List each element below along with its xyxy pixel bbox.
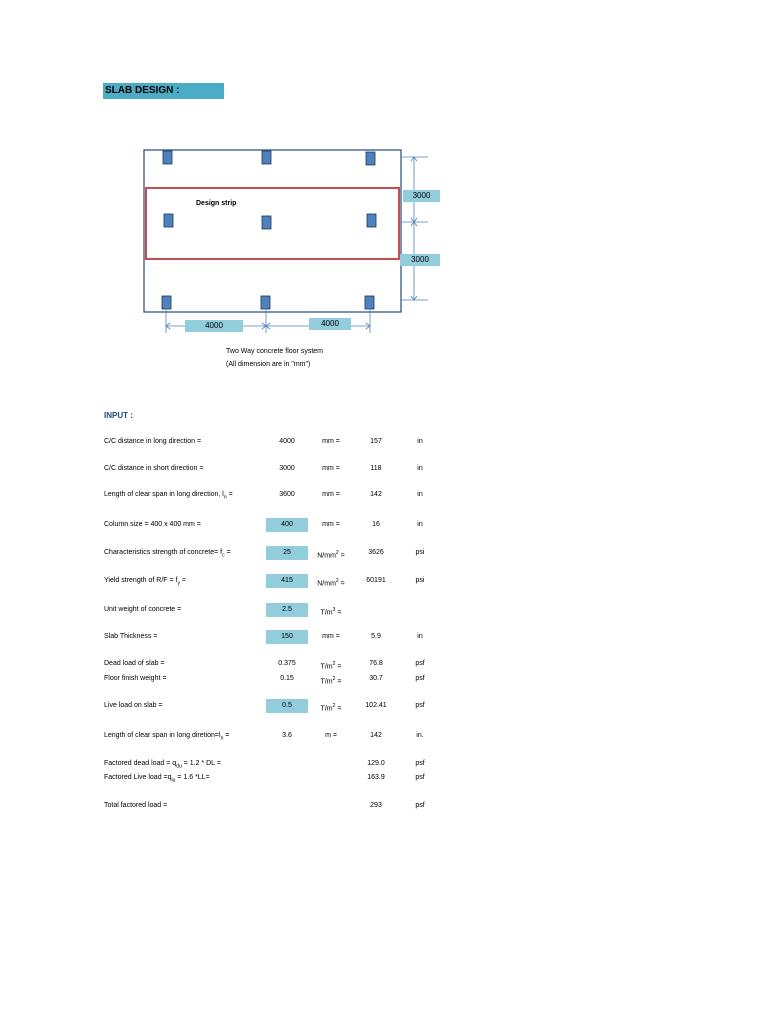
row-converted-unit: in bbox=[417, 633, 423, 640]
table-row bbox=[0, 757, 768, 771]
row-converted-value: 129.0 bbox=[367, 760, 385, 767]
row-value: 0.375 bbox=[278, 660, 296, 667]
table-row bbox=[0, 672, 768, 686]
column bbox=[262, 151, 271, 164]
row-value: 3600 bbox=[279, 491, 295, 498]
row-unit: mm = bbox=[322, 521, 340, 528]
dimension-long-2: 4000 bbox=[309, 318, 351, 330]
table-row bbox=[0, 518, 768, 532]
row-label: Length of clear span in long direction, $l_n$ = bbox=[104, 491, 233, 501]
slab-outline bbox=[144, 150, 401, 312]
table-row bbox=[0, 435, 768, 449]
row-converted-value: 16 bbox=[372, 521, 380, 528]
table-row bbox=[0, 699, 768, 713]
row-value[interactable]: 2.5 bbox=[266, 603, 308, 617]
row-label: Unit weight of concrete = bbox=[104, 606, 182, 613]
floor-plan-diagram bbox=[0, 0, 768, 420]
row-value[interactable]: 0.5 bbox=[266, 699, 308, 713]
table-row bbox=[0, 603, 768, 617]
column bbox=[366, 152, 375, 165]
row-value[interactable]: 415 bbox=[266, 574, 308, 588]
row-converted-value: 76.8 bbox=[369, 660, 383, 667]
column bbox=[367, 214, 376, 227]
row-converted-value: 293 bbox=[370, 802, 382, 809]
row-converted-unit: psf bbox=[415, 802, 425, 809]
row-converted-unit: psf bbox=[415, 774, 425, 781]
row-label: Slab Thickness = bbox=[104, 633, 158, 640]
row-converted-unit: psf bbox=[415, 675, 425, 682]
row-unit: $T/m^2$ = bbox=[320, 676, 342, 686]
row-converted-unit: in bbox=[417, 491, 423, 498]
row-label: C/C distance in long direction = bbox=[104, 438, 202, 445]
row-unit: $T/m^2$ = bbox=[320, 703, 342, 713]
dimension-long-1: 4000 bbox=[185, 320, 243, 332]
row-converted-value: 102.41 bbox=[365, 702, 387, 709]
row-converted-unit: in bbox=[417, 465, 423, 472]
row-converted-value: 30.7 bbox=[369, 675, 383, 682]
page-title: SLAB DESIGN : bbox=[103, 83, 224, 99]
row-value: 3000 bbox=[279, 465, 295, 472]
row-converted-value: 3626 bbox=[368, 549, 384, 556]
row-label: Length of clear span in long $diretion=l_n$ = bbox=[104, 732, 230, 742]
row-value[interactable]: 150 bbox=[266, 630, 308, 644]
row-label: Column size = 400 x 400 mm = bbox=[104, 521, 201, 528]
row-converted-unit: psi bbox=[415, 577, 425, 584]
columns bbox=[162, 151, 376, 309]
row-converted-value: 60191 bbox=[366, 577, 386, 584]
row-value: 3.6 bbox=[282, 732, 292, 739]
row-label: Factored Live load $=q_{lu} = 1.6$ *LL= bbox=[104, 774, 210, 784]
column bbox=[162, 296, 171, 309]
row-value: 0.15 bbox=[280, 675, 294, 682]
row-converted-unit: psf bbox=[415, 760, 425, 767]
row-unit: mm = bbox=[322, 438, 340, 445]
row-label: C/C distance in short direction = bbox=[104, 465, 204, 472]
row-value: 4000 bbox=[279, 438, 295, 445]
table-row bbox=[0, 657, 768, 671]
row-unit: mm = bbox=[322, 465, 340, 472]
row-label: Yield strength of $R/F = f_y$ = bbox=[104, 577, 187, 587]
row-value[interactable]: 400 bbox=[266, 518, 308, 532]
row-converted-value: 142 bbox=[370, 491, 382, 498]
column bbox=[261, 296, 270, 309]
table-row bbox=[0, 462, 768, 476]
table-row bbox=[0, 488, 768, 502]
row-converted-value: 118 bbox=[370, 465, 382, 472]
column bbox=[262, 216, 271, 229]
row-unit: mm = bbox=[322, 633, 340, 640]
row-label: Total factored load = bbox=[104, 802, 168, 809]
row-converted-value: 142 bbox=[370, 732, 382, 739]
row-converted-unit: psf bbox=[415, 660, 425, 667]
row-unit: $T/m^3$ = bbox=[320, 607, 342, 617]
row-converted-unit: in bbox=[417, 438, 423, 445]
dimension-short-1: 3000 bbox=[403, 190, 440, 202]
column bbox=[163, 151, 172, 164]
table-row bbox=[0, 630, 768, 644]
row-unit: $T/m^2$ = bbox=[320, 661, 342, 671]
row-label: Live load on slab = bbox=[104, 702, 163, 709]
design-strip-outline bbox=[146, 188, 399, 259]
column bbox=[164, 214, 173, 227]
input-heading: INPUT : bbox=[104, 411, 133, 420]
row-converted-unit: in bbox=[417, 521, 423, 528]
table-row bbox=[0, 546, 768, 560]
row-label: Factored dead load = $q_{du} = 1.2$ * DL = bbox=[104, 760, 221, 770]
dimension-short-2: 3000 bbox=[400, 254, 440, 266]
row-label: Dead load of slab = bbox=[104, 660, 165, 667]
diagram-caption-line2: (All dimension are in "mm") bbox=[226, 361, 311, 368]
row-unit: mm = bbox=[322, 491, 340, 498]
row-value[interactable]: 25 bbox=[266, 546, 308, 560]
column bbox=[365, 296, 374, 309]
row-label: Floor finish weight = bbox=[104, 675, 167, 682]
row-converted-unit: psf bbox=[415, 702, 425, 709]
row-converted-unit: in. bbox=[416, 732, 424, 739]
row-unit: m = bbox=[325, 732, 337, 739]
vertical-dimension-lines bbox=[401, 157, 428, 300]
row-converted-value: 157 bbox=[370, 438, 382, 445]
table-row bbox=[0, 574, 768, 588]
row-label: Characteristics strength of concrete= $f_c$ = bbox=[104, 549, 231, 559]
table-row bbox=[0, 799, 768, 813]
row-converted-unit: psi bbox=[415, 549, 425, 556]
diagram-caption-line1: Two Way concrete floor system bbox=[226, 348, 323, 355]
row-converted-value: 5.9 bbox=[371, 633, 381, 640]
table-row bbox=[0, 729, 768, 743]
row-unit: $N/mm^2$ = bbox=[317, 550, 345, 560]
row-converted-value: 163.9 bbox=[367, 774, 385, 781]
table-row bbox=[0, 771, 768, 785]
row-unit: $N/mm^2$ = bbox=[317, 578, 345, 588]
design-strip-label: Design strip bbox=[196, 200, 237, 207]
